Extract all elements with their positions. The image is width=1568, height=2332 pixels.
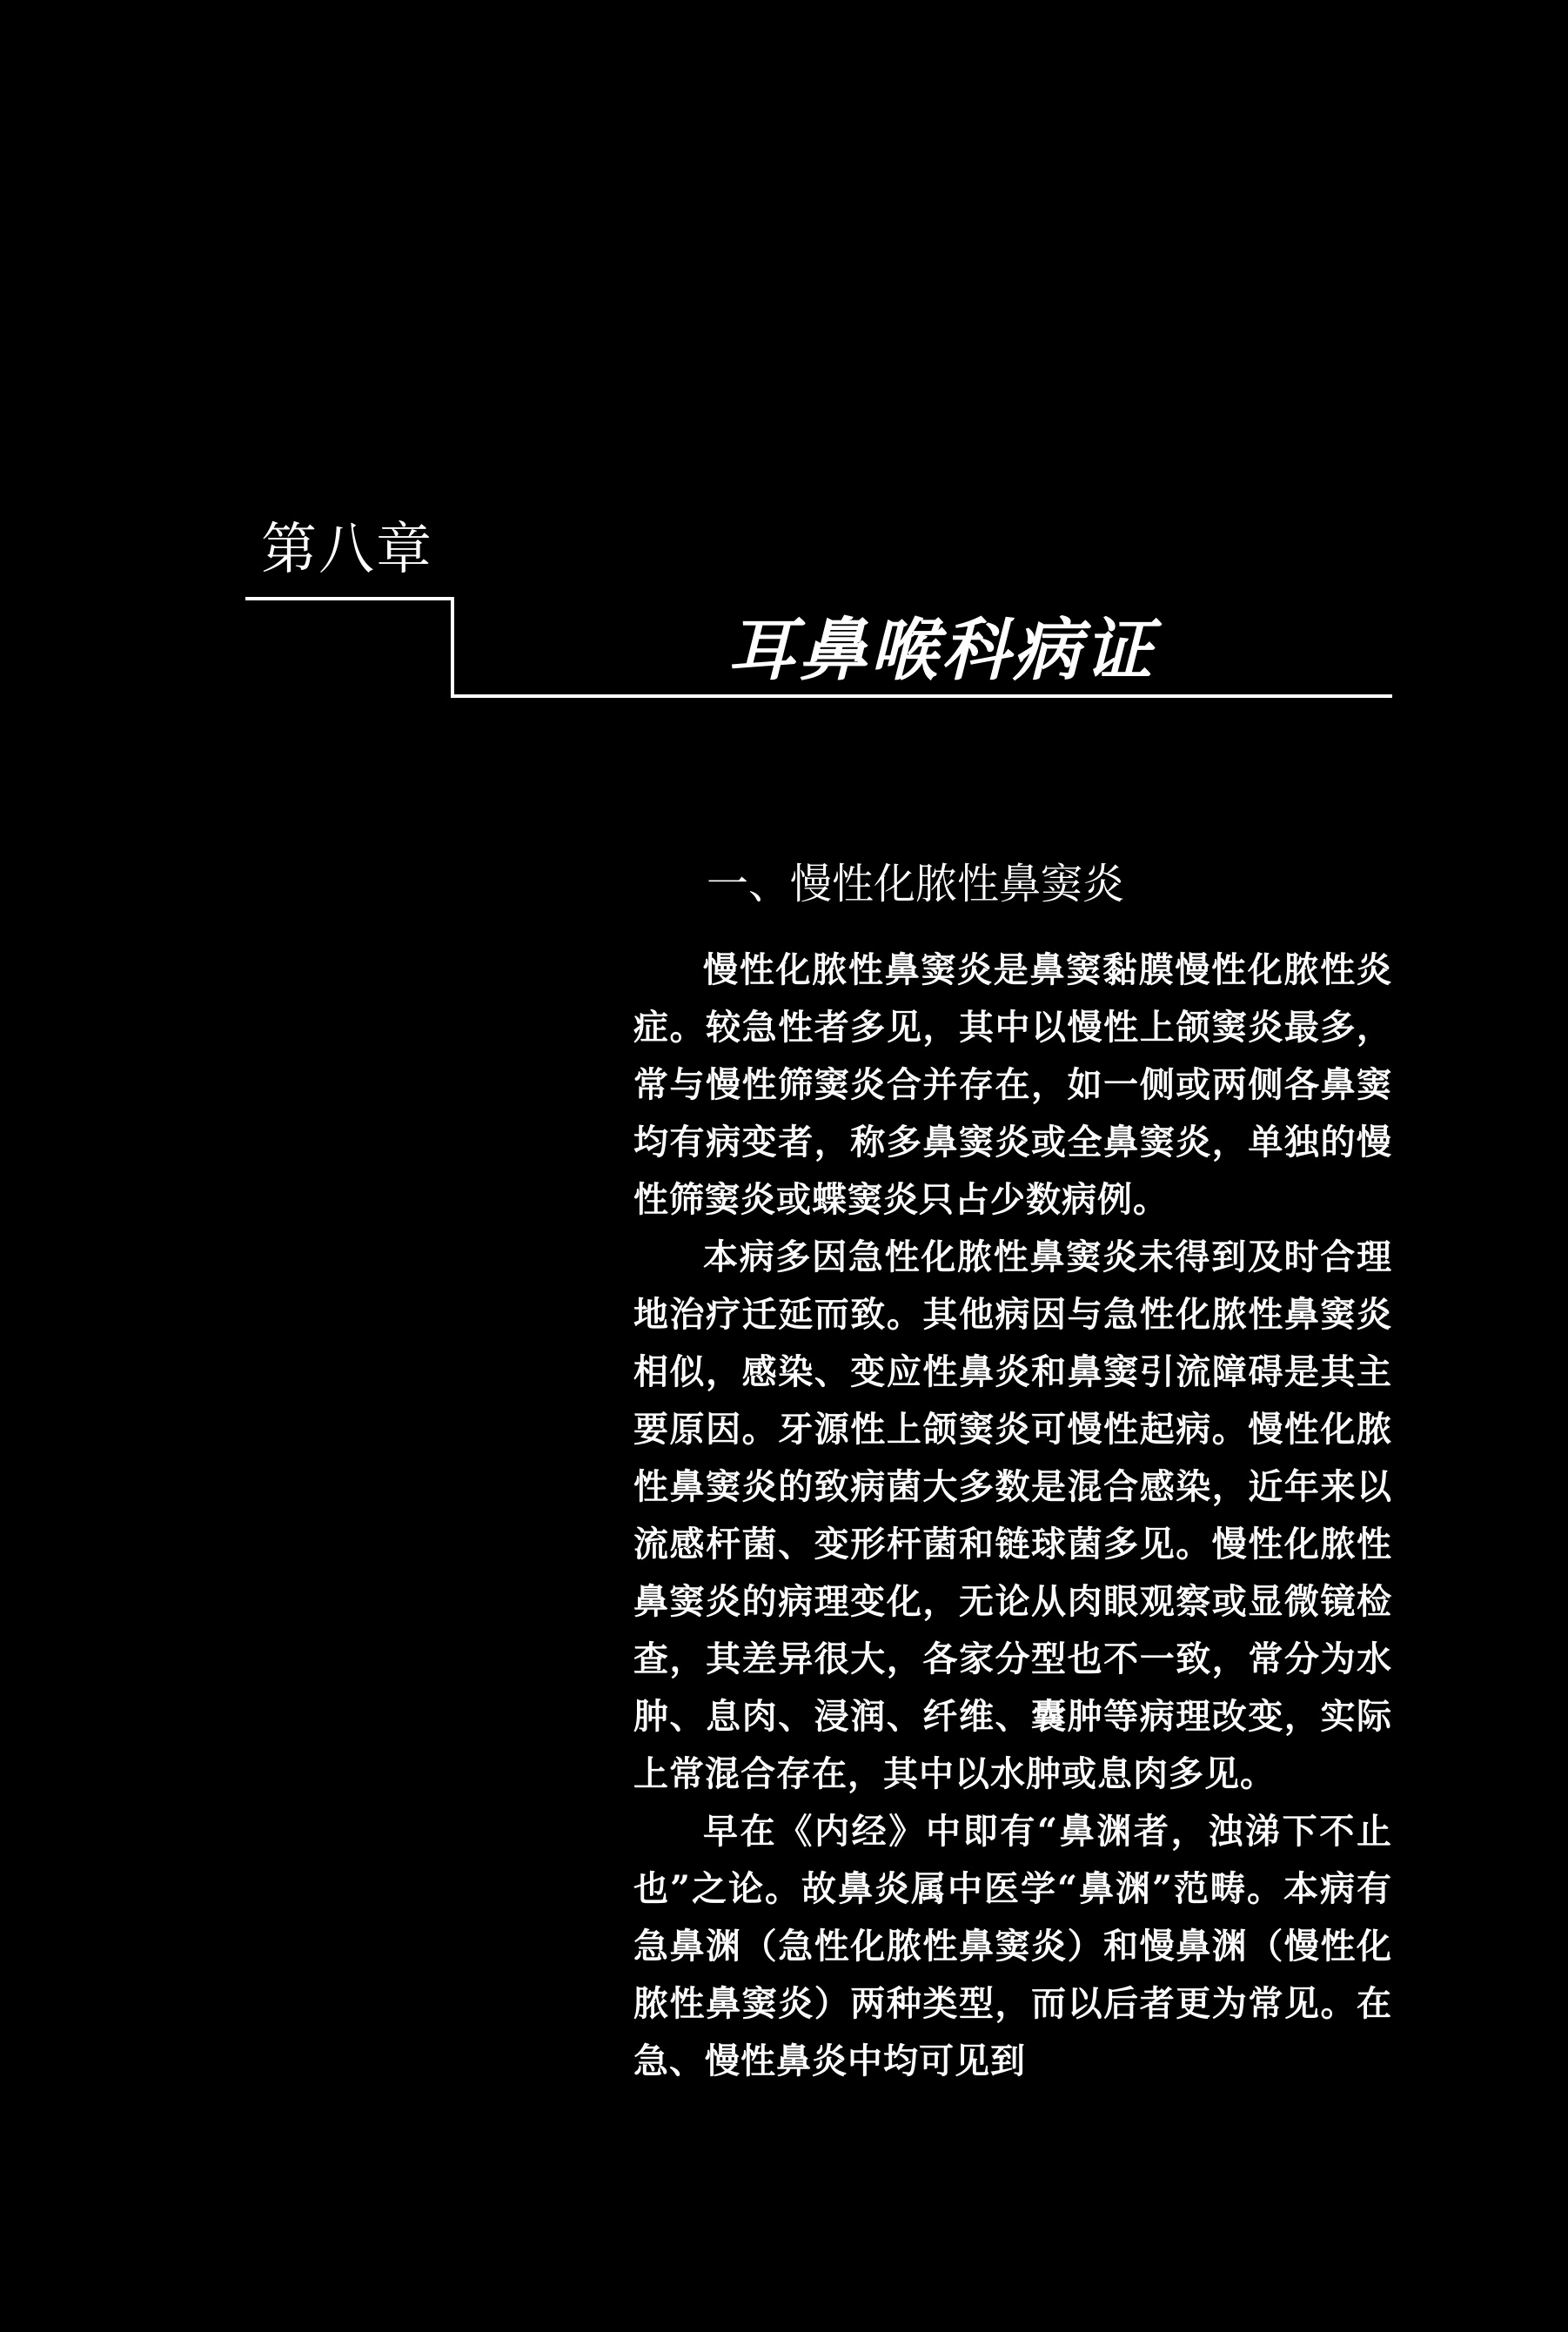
paragraph: 早在《内经》中即有“鼻渊者，浊涕下不止也”之论。故鼻炎属中医学“鼻渊”范畴。本病有急鼻渊（急性化脓性鼻窦炎）和慢鼻渊（慢性化脓性鼻窦炎）两种类型，而以后者更为常见。在急、慢性鼻炎中均可见到 — [633, 1811, 1392, 2081]
chapter-rule-top — [245, 597, 454, 600]
chapter-title: 耳鼻喉科病证 — [727, 612, 1156, 690]
paragraph: 本病多因急性化脓性鼻窦炎未得到及时合理地治疗迁延而致。其他病因与急性化脓性鼻窦炎相似，感染、变应性鼻炎和鼻窦引流障碍是其主要原因。牙源性上颌窦炎可慢性起病。慢性化脓性鼻窦炎的致病菌大多数是混合感染，近年来以流感杆菌、变形杆菌和链球菌多见。慢性化脓性鼻窦炎的病理变化，无论从肉眼观察或显微镜检查，其差异很大，各家分型也不一致，常分为水肿、息肉、浸润、纤维、囊肿等病理改变，实际上常混合存在，其中以水肿或息肉多见。 — [633, 1236, 1392, 1794]
chapter-rule-bottom — [451, 694, 1392, 698]
body-text — [633, 942, 1392, 2090]
section-heading: 一、慢性化脓性鼻窦炎 — [707, 860, 1125, 908]
chapter-label: 第八章 — [261, 518, 433, 582]
chapter-rule-vertical — [451, 597, 454, 698]
paragraph: 慢性化脓性鼻窦炎是鼻窦黏膜慢性化脓性炎症。较急性者多见，其中以慢性上颌窦炎最多，常与慢性筛窦炎合并存在，如一侧或两侧各鼻窦均有病变者，称多鼻窦炎或全鼻窦炎，单独的慢性筛窦炎或蝶窦炎只占少数病例。 — [633, 949, 1392, 1220]
